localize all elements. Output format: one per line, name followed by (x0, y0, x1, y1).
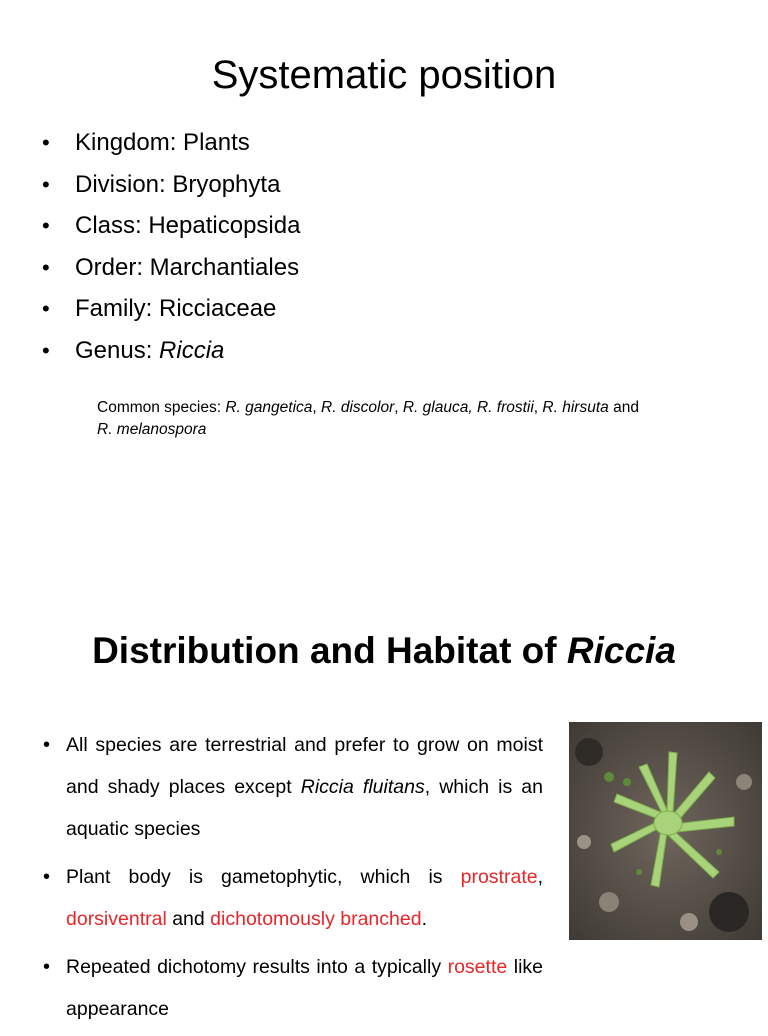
taxonomy-item-division: • Division: Bryophyta (40, 164, 300, 206)
taxonomy-item-family: • Family: Ricciaceae (40, 288, 300, 330)
distribution-list (43, 724, 543, 1036)
common-species-note: Common species: R. gangetica, R. discolor, R. glauca, R. frostii, R. hirsuta and R. melanospora (97, 399, 639, 438)
riccia-photo (569, 722, 762, 940)
taxonomy-item-genus: • Genus: Riccia (40, 330, 300, 372)
distribution-item-rosette: • Repeated dichotomy results into a typically rosette like appearance (43, 946, 543, 1030)
taxonomy-list (40, 122, 300, 371)
distribution-item-habitat: • All species are terrestrial and prefer to grow on moist and shady places except Riccia fluitans, which is an aquatic species (43, 724, 543, 850)
slide-title-distribution-habitat: Distribution and Habitat of Riccia (92, 630, 676, 671)
taxonomy-item-class: • Class: Hepaticopsida (40, 205, 300, 247)
slide-title-systematic-position: Systematic position (211, 53, 557, 97)
taxonomy-item-order: • Order: Marchantiales (40, 247, 300, 289)
taxonomy-item-kingdom: • Kingdom: Plants (40, 122, 300, 164)
distribution-item-plant-body: • Plant body is gametophytic, which is prostrate, dorsiventral and dichotomously branched. (43, 856, 543, 940)
riccia-thallus-photo-icon (569, 722, 762, 940)
